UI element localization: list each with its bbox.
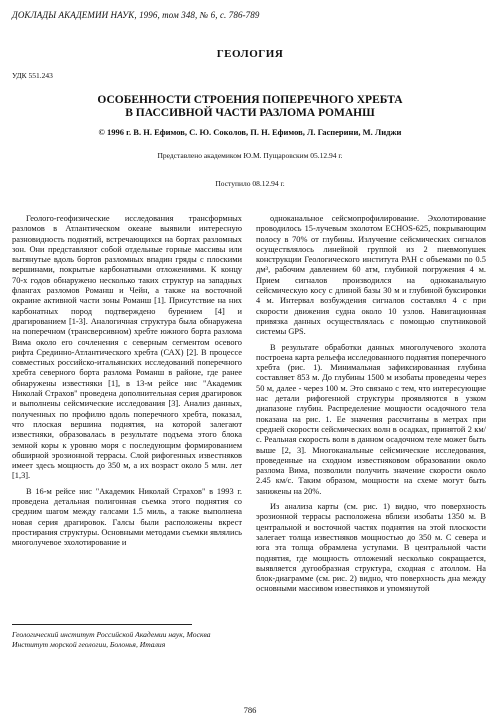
article-title bbox=[20, 94, 480, 120]
journal-header: ДОКЛАДЫ АКАДЕМИИ НАУК, 1996, том 348, № 6, с. 786-789 bbox=[12, 10, 260, 20]
title-line-1: ОСОБЕННОСТИ СТРОЕНИЯ ПОПЕРЕЧНОГО ХРЕБТА bbox=[97, 94, 403, 106]
section-heading: ГЕОЛОГИЯ bbox=[216, 48, 284, 60]
udk-code: УДК 551.243 bbox=[12, 71, 53, 80]
footnote-divider bbox=[12, 624, 192, 625]
right-paragraph-3: Из анализа карты (см. рис. 1) видно, что поверхность эрозионной террасы расположена вблизи изобаты 1350 м. В центральной и восточной частях поднятия на этой плоскости залегает толща известняков мощностью до 350 м. С севера и юга эта толща обрамлена уступами. В центральной части поднятия, где мощность отложений несколько сокращается, выявляется дугообразная структура, сходная с атоллом. На блок-диаграмме (см. рис. 2) видно, что поверхность дна между основными массивом известняков и упомянутой bbox=[256, 502, 486, 594]
left-column bbox=[12, 214, 242, 549]
left-paragraph-1: Геолого-геофизические исследования трансформных разломов в Атлантическом океане выявили интересную разновидность поднятий, встречающихся на бортах разломных зон. Они представляют собой отдельные горные массивы или вытянутые вдоль бортов разломных впадин гряды с плоскими вершинами, покрытые карбонатными отложениями. К концу 70-х годов обнаружено несколько таких структур на западных флангах разломов Романш и Чейн, а также на восточной окраине активной части зоны Романш [1]. Присутствие на них карбонатных пород подтверждено бурением [4] и драгированием [1-3]. Аналогичная структура была обнаружена на поперечном (трансверсивном) хребте южного борта разлома Вима около его сочленения с северным сегментом осевого рифта Срединно-Атлантического хребта (САХ) [2]. В процессе совместных российско-итальянских исследований поперечного хребта северного борта разлома Романш в районе, где ранее обнаружены известняки [1], в 13-м рейсе нис "Академик Николай Страхов" проведена дополнительная серия драгировок и выполнены сейсмические исследования [3]. Анализ данных, полученных по профилю вдоль поперечного хребта, показал, что плоская вершина поднятия, на которой залегают известняки, образовалась в результате подъема этого блока земной коры к уровню моря с последующим формированием обширной эрозионной террасы. Слой рифогенных известняков имеет здесь мощность до 350 м, а их возраст около 5 млн. лет [1,3]. bbox=[12, 214, 242, 481]
right-column bbox=[256, 214, 486, 595]
authors-line: © 1996 г. В. Н. Ефимов, С. Ю. Соколов, П. Н. Ефимов, Л. Гасперини, М. Лиджи bbox=[98, 127, 402, 137]
right-paragraph-1: одноканальное сейсмопрофилирование. Эхолотирование проводилось 15-лучевым эхолотом ECHOS-625, покрывающим полосу в 70% от глубины. Излучение сейсмических сигналов осуществлялось линейной группой из 2 пневмопушек конструкции Геологического института РАН с объемами по 0.5 дм³, рабочим давлением 60 атм, глубиной погружения 4 м. Прием сигналов производился на одноканальную сейсмическую косу с длиной базы 30 м и глубиной буксировки 4 м. Интервал возбуждения сигналов составлял 4 с при скорости движения судна около 10 узлов. Навигационная привязка данных осуществлялась с помощью спутниковой системы GPS. bbox=[256, 214, 486, 337]
left-paragraph-2: В 16-м рейсе нис "Академик Николай Страхов" в 1993 г. проведена детальная полигонная съемка этого поднятия со средним шагом между галсами 1.5 миль, а также выполнена новая серия драгировок. Галсы были расположены вкрест простирания структуры. Основными методами съемки являлись многолучевое эхолотирование и bbox=[12, 486, 242, 548]
presented-by: Представлено академиком Ю.М. Пущаровским 05.12.94 г. bbox=[157, 151, 343, 160]
received-date: Поступило 08.12.94 г. bbox=[215, 179, 285, 188]
affiliation-footnote: Геологический институт Российской Академии наук, Москва Институт морской геологии, Болонья, Италия bbox=[12, 630, 211, 649]
title-line-2: В ПАССИВНОЙ ЧАСТИ РАЗЛОМА РОМАНШ bbox=[125, 107, 375, 119]
right-paragraph-2: В результате обработки данных многолучевого эхолота построена карта рельефа исследованного поднятия поперечного хребта (рис. 1). Минимальная зафиксированная глубина составляет 853 м. До глубины 1500 м изобаты проведены через 50 м, далее - через 100 м. Это связано с тем, что интересующие нас детали рифогенной структуры проявляются в узком диапазоне глубин. Распределение мощности осадочного тела показана на рис. 1. Ее значения рассчитаны в метрах при средней скорости сейсмических волн в осадках, принятой 2 км/с. Реальная скорость волн в данном осадочном теле может быть выше [2, 3]. Многоканальные сейсмические исследования, проведенные на сходном известняковом образовании около разлома Вима, позволили получить значение скорости около 2.45 км/с. Таким образом, мощности на схеме могут быть занижены на 20%. bbox=[256, 342, 486, 496]
page-number: 786 bbox=[243, 705, 257, 715]
